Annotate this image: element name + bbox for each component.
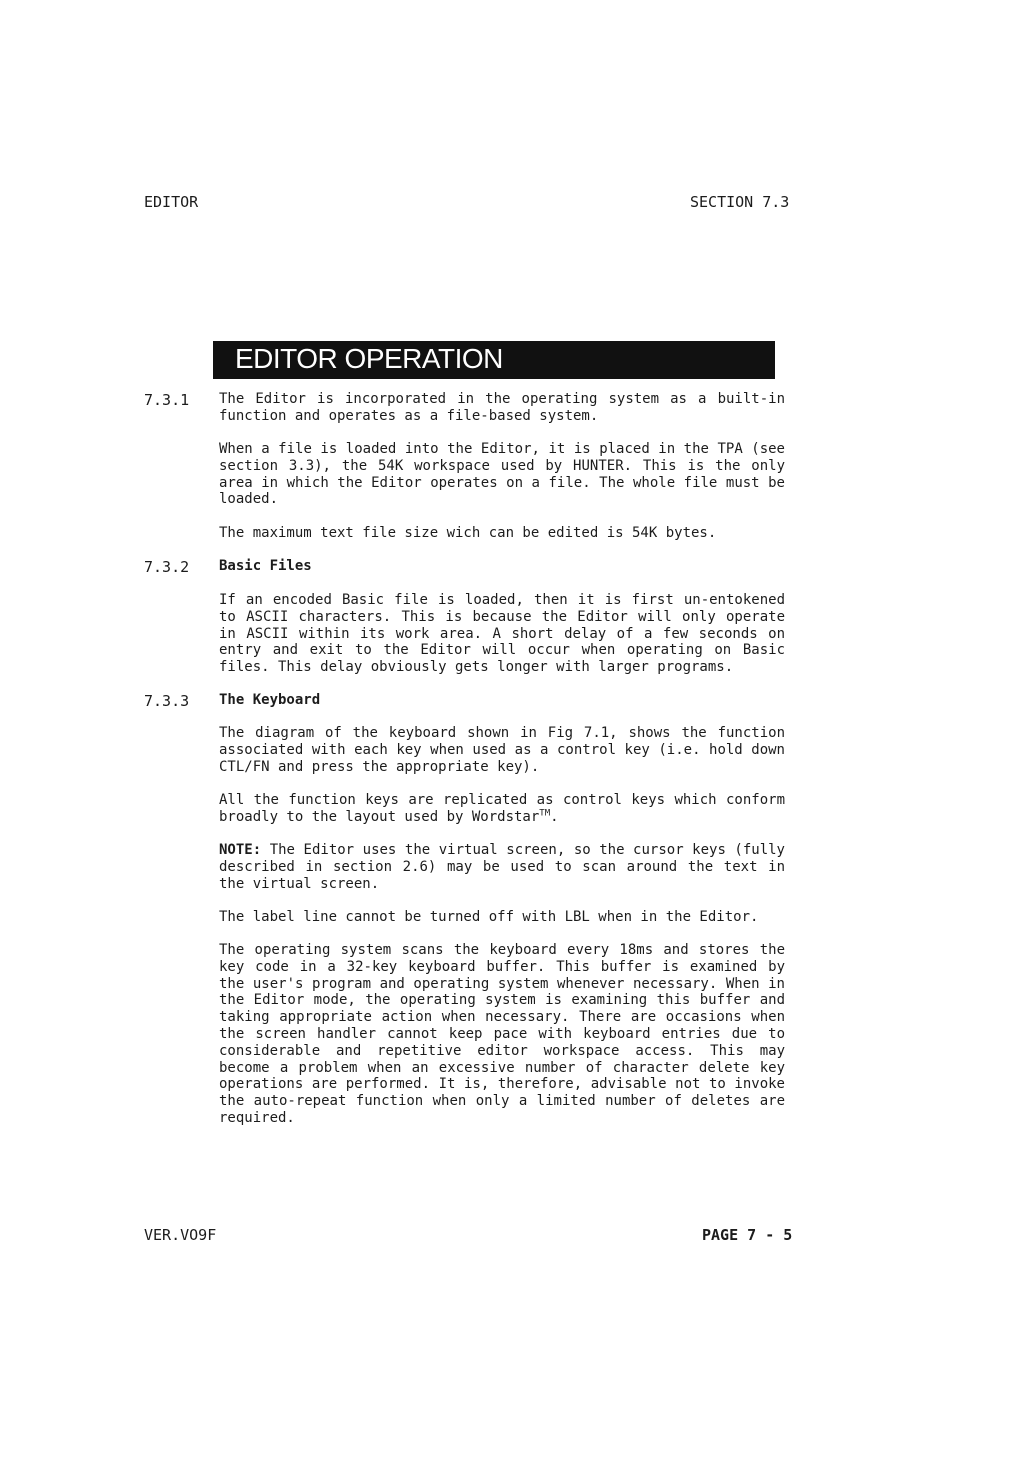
section-7-3-3-body-2	[219, 792, 785, 826]
paragraph: If an encoded Basic file is loaded, then it is first un-entokened to ASCII characters. This is because the Editor will only operate in ASCII within its work area. A short delay of a few seconds on entry and exit to the Editor will occur when operating on Basic files. This delay obviously gets longer with larger programs.	[219, 592, 785, 676]
section-title: EDITOR OPERATION	[235, 343, 503, 374]
paragraph: The diagram of the keyboard shown in Fig 7.1, shows the function associated with each key when used as a control key (i.e. hold down CTL/FN and press the appropriate key).	[219, 725, 785, 775]
section-7-3-1-body-3	[219, 525, 785, 542]
section-7-3-3-note	[219, 842, 785, 892]
section-7-3-3-body-1	[219, 725, 785, 775]
paragraph: The maximum text file size wich can be edited is 54K bytes.	[219, 525, 717, 541]
section-number-7-3-2: 7.3.2	[144, 558, 190, 576]
note-label: NOTE:	[219, 842, 262, 858]
section-7-3-3-body-4	[219, 909, 785, 926]
page-header-left: EDITOR	[144, 193, 199, 211]
page-footer-version: VER.VO9F	[144, 1226, 217, 1244]
note-paragraph	[219, 842, 785, 892]
section-heading-basic-files: Basic Files	[219, 558, 312, 574]
page-footer-number: PAGE 7 - 5	[702, 1226, 793, 1244]
section-7-3-1-body	[219, 391, 785, 425]
section-number-7-3-1: 7.3.1	[144, 391, 190, 409]
section-banner	[213, 341, 775, 379]
page-header-right: SECTION 7.3	[690, 193, 790, 211]
section-7-3-2-body	[219, 592, 785, 676]
paragraph: The Editor is incorporated in the operating system as a built-in function and operates as a file-based system.	[219, 391, 785, 424]
trademark-mark: TM	[539, 808, 551, 819]
note-text: The Editor uses the virtual screen, so the cursor keys (fully described in section 2.6) may be used to scan around the text in the virtual screen.	[219, 842, 785, 892]
section-7-3-1-body-2	[219, 441, 785, 508]
section-number-7-3-3: 7.3.3	[144, 692, 190, 710]
paragraph: The operating system scans the keyboard every 18ms and stores the key code in a 32-key keyboard buffer. This buffer is examined by the user's program and operating system whenever necessary. When in the Editor mode, the operating system is examining this buffer and taking appropriate action when necessary. There are occasions when the screen handler cannot keep pace with keyboard entries due to considerable and repetitive editor workspace access. This may become a problem when an excessive number of character delete key operations are performed. It is, therefore, advisable not to invoke the auto-repeat function when only a limited number of deletes are required.	[219, 942, 785, 1126]
paragraph: All the function keys are replicated as control keys which conform broadly to the layout used by Wordstar™.	[219, 792, 785, 825]
paragraph-text: All the function keys are replicated as control keys which conform broadly to the layout used by Wordstar	[219, 792, 785, 825]
section-heading-keyboard: The Keyboard	[219, 692, 321, 708]
paragraph: The label line cannot be turned off with LBL when in the Editor.	[219, 909, 759, 925]
paragraph: When a file is loaded into the Editor, it is placed in the TPA (see section 3.3), the 54K workspace used by HUNTER. This is the only area in which the Editor operates on a file. The whole file must be loaded.	[219, 441, 785, 508]
section-7-3-3-body-5	[219, 942, 785, 1127]
